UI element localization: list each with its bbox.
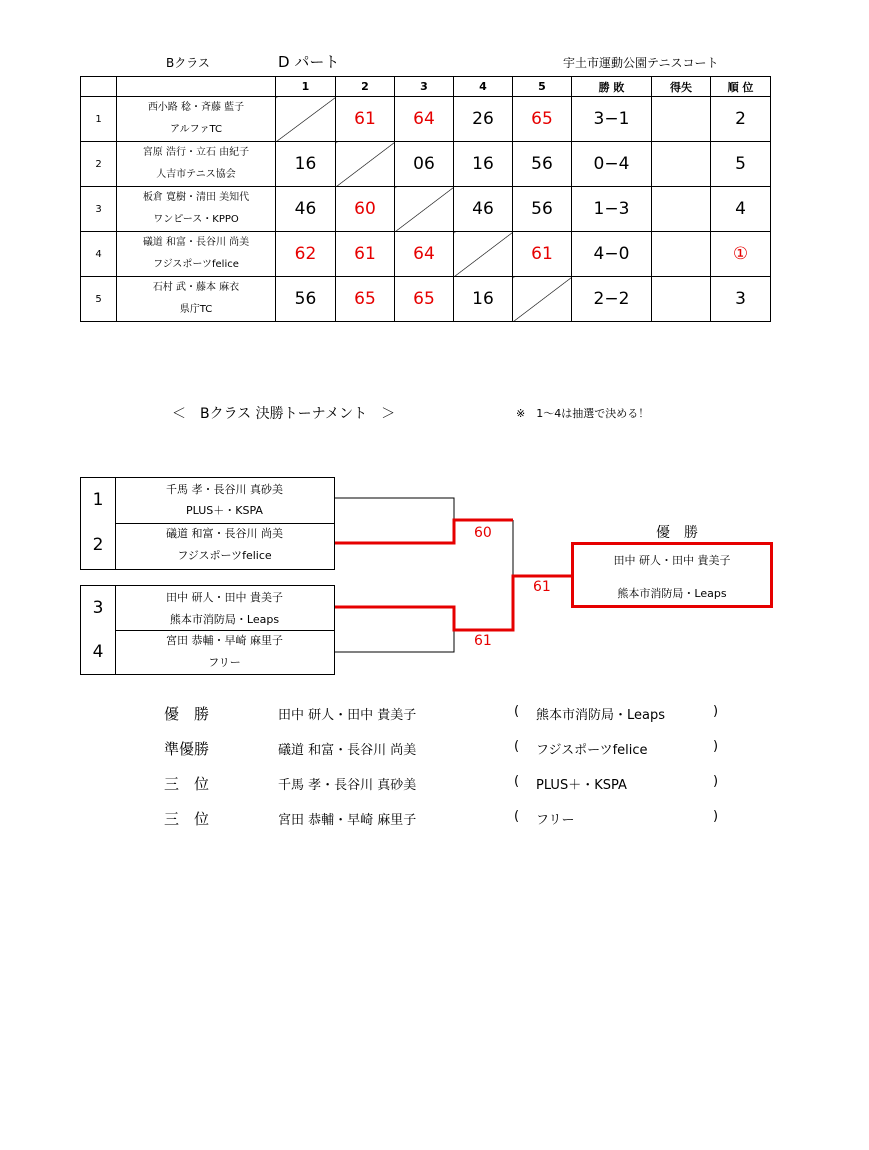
result-club: フジスポーツfelice: [536, 743, 648, 758]
result-close-paren: ): [713, 809, 719, 824]
result-open-paren: (: [514, 704, 520, 719]
result-open-paren: (: [514, 774, 520, 789]
score-cell: 62: [276, 232, 336, 277]
player-names: 石村 武・藤本 麻衣: [152, 282, 240, 293]
entry-players: 宮田 恭輔・早崎 麻里子: [166, 634, 283, 647]
champion-label: 優 勝: [656, 525, 698, 541]
final-score: 61: [533, 579, 551, 595]
score-cell: 60: [336, 187, 395, 232]
club-name: アルファTC: [170, 124, 222, 135]
col-header: 4: [454, 77, 513, 97]
entry-club: PLUS＋・KSPA: [186, 504, 263, 517]
entry-players: 田中 研人・田中 貴美子: [166, 591, 283, 604]
winloss-cell: 3−1: [572, 97, 652, 142]
result-close-paren: ): [713, 774, 719, 789]
player-names: 板倉 寛樹・清田 美知代: [142, 192, 250, 203]
entry-club: 熊本市消防局・Leaps: [169, 613, 280, 626]
result-players: 千馬 孝・長谷川 真砂美: [278, 778, 417, 793]
score-cell: 64: [395, 97, 454, 142]
score-cell: 46: [276, 187, 336, 232]
champion-box: [571, 542, 773, 608]
rank-cell: 2: [711, 97, 771, 142]
tournament-note: ※ 1〜4は抽選で決める！: [516, 407, 650, 420]
score-cell: 65: [336, 277, 395, 322]
score-cell: 16: [276, 142, 336, 187]
club-name: 人吉市テニス協会: [156, 169, 236, 180]
entry-club: フジスポーツfelice: [177, 549, 272, 562]
score-cell: 56: [513, 187, 572, 232]
class-label: Bクラス: [166, 56, 210, 70]
semi1-score: 60: [474, 525, 492, 541]
rank-cell: 5: [711, 142, 771, 187]
col-header: 1: [276, 77, 336, 97]
result-place: 準優勝: [164, 740, 210, 758]
entry-players: 礒道 和富・長谷川 尚美: [166, 527, 283, 540]
result-close-paren: ): [713, 704, 719, 719]
score-cell: 64: [395, 232, 454, 277]
rank-cell: 4: [711, 187, 771, 232]
entry-number: 1: [92, 490, 104, 510]
player-names: 西小路 稔・斉藤 藍子: [147, 102, 245, 113]
row-number: 5: [81, 277, 117, 322]
score-cell: 65: [395, 277, 454, 322]
winloss-cell: 0−4: [572, 142, 652, 187]
tournament-title: ＜ Bクラス 決勝トーナメント ＞: [172, 406, 396, 422]
champion-players: 田中 研人・田中 貴美子: [613, 554, 731, 567]
winloss-cell: 4−0: [572, 232, 652, 277]
score-cell: 26: [454, 97, 513, 142]
winloss-cell: 1−3: [572, 187, 652, 232]
col-header: 得失: [652, 77, 711, 97]
score-cell: 56: [276, 277, 336, 322]
player-names: 礒道 和富・長谷川 尚美: [142, 237, 250, 248]
score-cell: 06: [395, 142, 454, 187]
champion-club: 熊本市消防局・Leaps: [617, 587, 727, 600]
result-players: 礒道 和富・長谷川 尚美: [278, 743, 417, 758]
result-place: 三 位: [164, 810, 210, 828]
bracket-line-entry1: [335, 498, 454, 520]
row-number: 4: [81, 232, 117, 277]
result-players: 宮田 恭輔・早崎 麻里子: [278, 813, 417, 828]
bracket-line-entry4: [335, 630, 454, 652]
score-cell: 61: [336, 97, 395, 142]
result-club: PLUS＋・KSPA: [536, 778, 627, 793]
result-close-paren: ): [713, 739, 719, 754]
score-cell: 56: [513, 142, 572, 187]
rank-cell: 3: [711, 277, 771, 322]
result-open-paren: (: [514, 809, 520, 824]
entry-number: 4: [92, 642, 104, 662]
score-cell: 16: [454, 142, 513, 187]
result-club: 熊本市消防局・Leaps: [536, 708, 666, 723]
col-header: 3: [395, 77, 454, 97]
row-number: 2: [81, 142, 117, 187]
result-place: 三 位: [164, 775, 210, 793]
col-header: 2: [336, 77, 395, 97]
entry-number: 3: [92, 598, 104, 618]
result-place: 優 勝: [164, 705, 210, 723]
semi2-score: 61: [474, 633, 492, 649]
score-cell: 46: [454, 187, 513, 232]
player-names: 宮原 浩行・立石 由紀子: [142, 147, 250, 158]
col-header: 勝 敗: [572, 77, 652, 97]
entry-number: 2: [92, 535, 104, 555]
row-number: 1: [81, 97, 117, 142]
club-name: 県庁TC: [179, 304, 213, 315]
winloss-cell: 2−2: [572, 277, 652, 322]
score-cell: 65: [513, 97, 572, 142]
score-cell: 61: [513, 232, 572, 277]
row-number: 3: [81, 187, 117, 232]
venue-label: 宇土市運動公園テニスコート: [563, 56, 719, 70]
result-players: 田中 研人・田中 貴美子: [278, 708, 417, 723]
result-open-paren: (: [514, 739, 520, 754]
result-club: フリー: [536, 813, 575, 828]
club-name: ワンピース・KPPO: [153, 214, 239, 225]
score-cell: 61: [336, 232, 395, 277]
entry-club: フリー: [208, 656, 241, 669]
entry-players: 千馬 孝・長谷川 真砂美: [166, 483, 283, 496]
club-name: フジスポーツfelice: [153, 259, 239, 270]
part-label: D パート: [278, 53, 340, 71]
col-header: 5: [513, 77, 572, 97]
rank-cell: ①: [711, 232, 771, 277]
score-cell: 16: [454, 277, 513, 322]
col-header: 順 位: [711, 77, 771, 97]
